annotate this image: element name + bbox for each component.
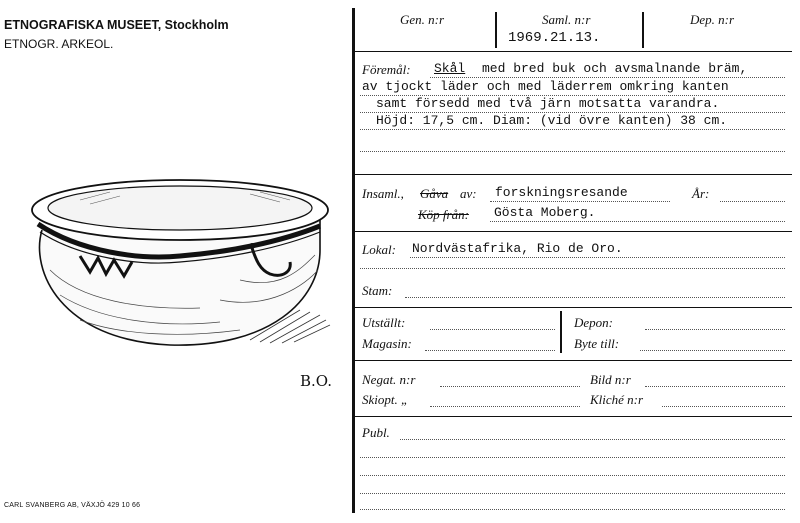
- publ-dotline-2: [360, 457, 785, 458]
- kliche-dotline: [662, 406, 785, 407]
- depon-label: Depon:: [574, 315, 613, 330]
- foremal-line-3: samt försedd med två järn motsatta varandra.: [376, 96, 720, 111]
- ar-dotline: [720, 201, 785, 202]
- stam-label: Stam:: [362, 283, 393, 298]
- publ-dotline-3: [360, 475, 785, 476]
- foremal-line-2: av tjockt läder och med läderrem omkring kanten: [362, 79, 729, 94]
- kliche-label: Kliché n:r: [590, 392, 644, 407]
- bild-label: Bild n:r: [590, 372, 631, 387]
- publ-label: Publ.: [362, 425, 390, 440]
- magasin-label: Magasin:: [362, 336, 412, 351]
- negat-label: Negat. n:r: [362, 372, 416, 387]
- publ-dotline-4: [360, 493, 785, 494]
- gava-label: Gåva: [420, 186, 449, 201]
- foremal-rule: [354, 174, 792, 175]
- storage-separator: [560, 311, 562, 353]
- negat-dotline: [440, 386, 580, 387]
- museum-name: ETNOGRAFISKA MUSEET, Stockholm: [4, 18, 229, 32]
- saml-nr-value: 1969.21.13.: [508, 30, 601, 46]
- skiopt-label: Skiopt. „: [362, 392, 409, 407]
- publ-dotline-1: [400, 439, 785, 440]
- lokal-dotline: [410, 257, 785, 258]
- byte-label: Byte till:: [574, 336, 620, 351]
- dep-nr-label: Dep. n:r: [690, 12, 735, 27]
- foremal-dotline-4: [360, 129, 785, 130]
- magasin-dotline: [425, 350, 555, 351]
- card-divider: [352, 8, 355, 513]
- utstallt-label: Utställt:: [362, 315, 406, 330]
- insaml-rule: [354, 231, 792, 232]
- photo-rule: [354, 416, 792, 417]
- publ-dotline-5: [360, 509, 785, 510]
- saml-nr-label: Saml. n:r: [542, 12, 591, 27]
- stam-rule: [354, 307, 792, 308]
- foremal-label: Föremål:: [362, 62, 411, 77]
- insaml-value-1: forskningsresande: [495, 185, 628, 200]
- header-separator-1: [495, 12, 497, 48]
- ar-label: År:: [692, 186, 710, 201]
- header-rule: [354, 51, 792, 52]
- museum-department: ETNOGR. ARKEOL.: [4, 37, 114, 51]
- byte-dotline: [640, 350, 785, 351]
- insaml-dotline-2: [490, 221, 785, 222]
- av-label: av:: [460, 186, 477, 201]
- header-separator-2: [642, 12, 644, 48]
- printer-imprint: CARL SVANBERG AB, VÄXJÖ 429 10 66: [4, 502, 141, 509]
- storage-rule: [354, 360, 792, 361]
- artist-initials: B.O.: [300, 372, 332, 390]
- lokal-dotline-2: [360, 268, 785, 269]
- foremal-dotline-5: [360, 151, 785, 152]
- bowl-illustration: [20, 160, 340, 360]
- insaml-dotline-1: [490, 201, 670, 202]
- insaml-label: Insaml.,: [362, 186, 404, 201]
- kop-label: Köp från:: [418, 207, 469, 222]
- stam-dotline: [405, 297, 785, 298]
- skiopt-dotline: [430, 406, 580, 407]
- gen-nr-label: Gen. n:r: [400, 12, 445, 27]
- foremal-first-word: Skål: [434, 61, 466, 76]
- utstallt-dotline: [430, 329, 555, 330]
- bild-dotline: [645, 386, 785, 387]
- lokal-value: Nordvästafrika, Rio de Oro.: [412, 241, 623, 256]
- lokal-label: Lokal:: [362, 242, 396, 257]
- insaml-value-2: Gösta Moberg.: [494, 205, 596, 220]
- foremal-dotline-1: [430, 77, 785, 78]
- depon-dotline: [645, 329, 785, 330]
- foremal-line-1: med bred buk och avsmalnande bräm,: [482, 61, 748, 76]
- foremal-line-4: Höjd: 17,5 cm. Diam: (vid övre kanten) 38 cm.: [376, 113, 728, 128]
